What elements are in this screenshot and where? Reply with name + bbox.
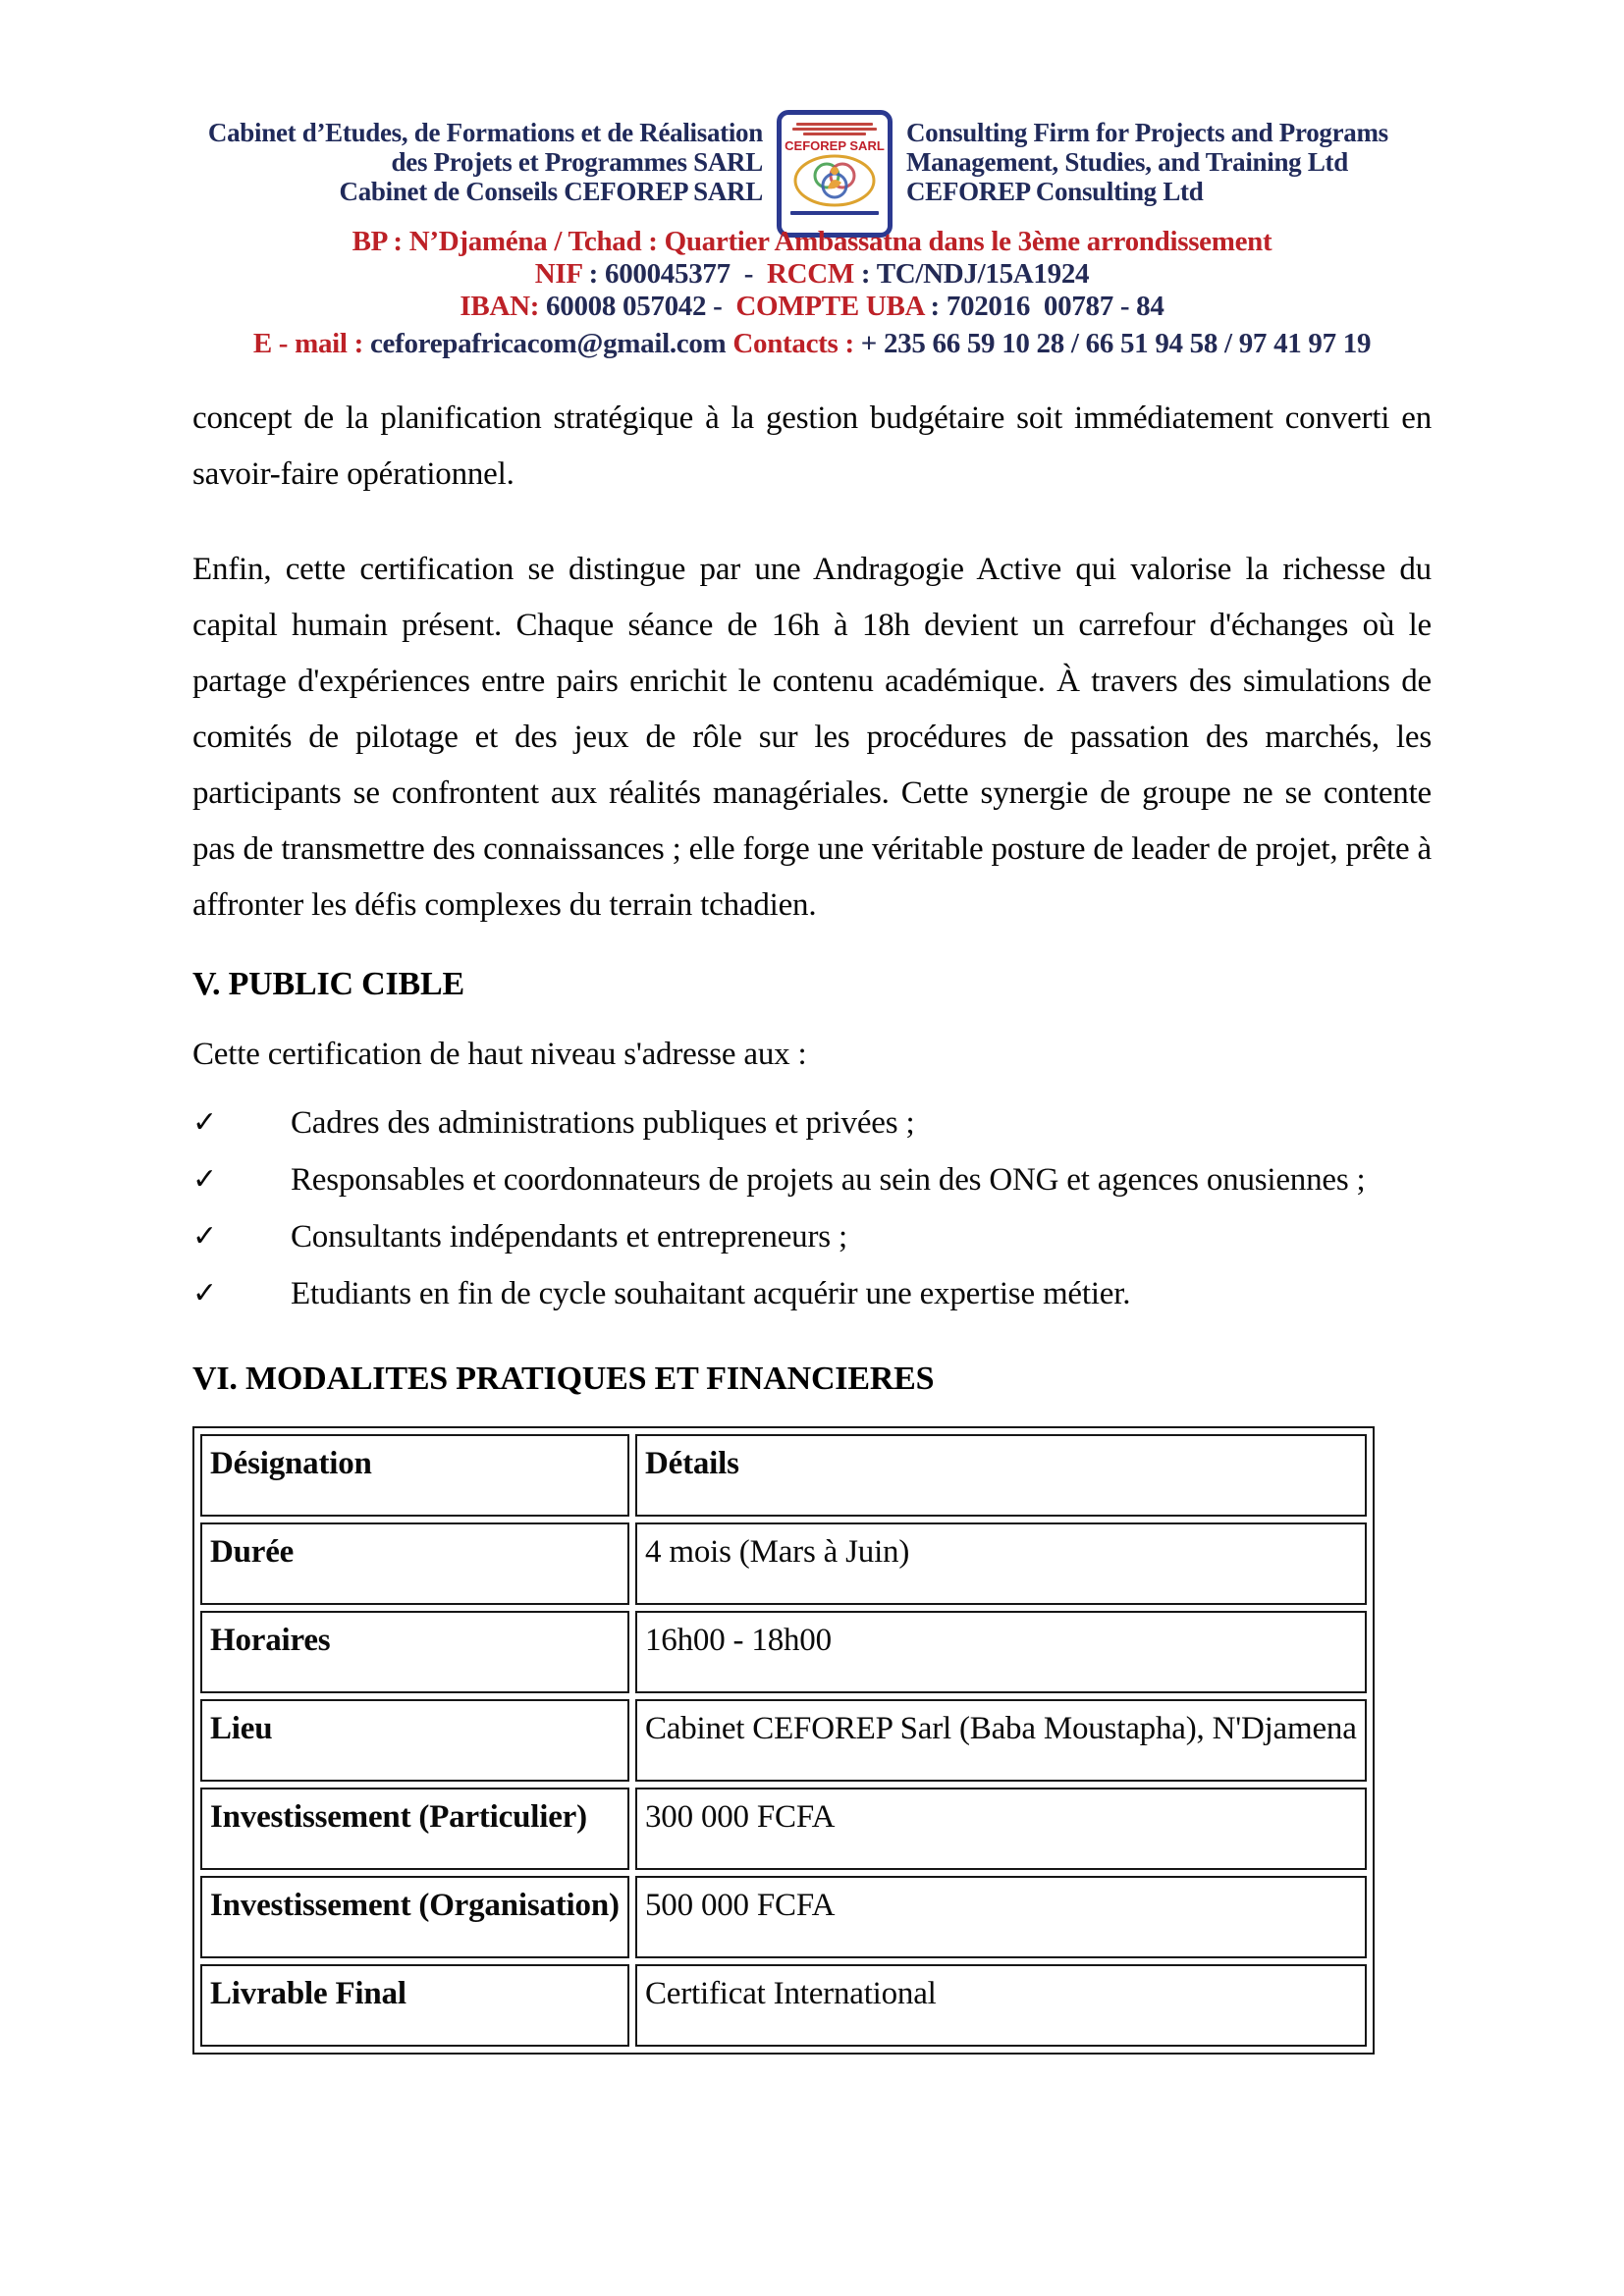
letterhead <box>192 110 1432 361</box>
table-cell-value: 500 000 FCFA <box>635 1876 1367 1958</box>
logo-title: CEFOREP SARL <box>785 138 885 153</box>
table-cell-value: 16h00 - 18h00 <box>635 1611 1367 1693</box>
email-value: ceforepafricacom@gmail.com <box>369 328 733 359</box>
address-text: BP : N’Djaména / Tchad : Quartier Ambassatna dans le 3ème arrondissement <box>352 226 1272 257</box>
list-item <box>192 1095 1432 1151</box>
table-cell-label: Investissement (Particulier) <box>200 1788 629 1870</box>
company-logo <box>777 110 893 238</box>
nif-value: : 600045377 - <box>581 258 767 290</box>
list-item-text: Consultants indépendants et entrepreneurs ; <box>291 1219 847 1255</box>
section-heading-public-cible: V. PUBLIC CIBLE <box>192 966 464 1002</box>
table-header-row <box>200 1434 1367 1517</box>
checkmark-icon: ✓ <box>192 1162 217 1197</box>
company-name-fr-line: Cabinet de Conseils CEFOREP SARL <box>339 177 763 206</box>
table-cell-label: Livrable Final <box>200 1964 629 2047</box>
table-row <box>200 1876 1367 1958</box>
table-cell-label: Investissement (Organisation) <box>200 1876 629 1958</box>
table-row <box>200 1788 1367 1870</box>
contacts-label: Contacts : <box>732 328 861 359</box>
company-name-en-line: CEFOREP Consulting Ltd <box>905 177 1204 206</box>
iban-line <box>192 291 1432 323</box>
paragraph-conclusion-savoir-faire: concept de la planification stratégique à la gestion budgétaire soit immédiatement converti en savoir-faire opérationnel. <box>192 400 1432 492</box>
paragraph-andragogie-active: Enfin, cette certification se distingue par une Andragogie Active qui valorise la richesse du capital humain présent. Chaque séance de 16h à 18h devient un carrefour d'échanges où le partage d'expériences entre pairs enrichit le contenu académique. À travers des simulations de comités de pilotage et des jeux de rôle sur les procédures de passation des marchés, les participants se confrontent aux réalités managériales. Cette synergie de groupe ne se contente pas de transmettre des connaissances ; elle forge une véritable posture de leader de projet, prête à affronter les défis complexes du terrain tchadien. <box>192 552 1432 923</box>
iban-value: 60008 057042 - <box>539 291 736 322</box>
table-cell-value: Certificat International <box>635 1964 1367 2047</box>
nif-rccm-line <box>192 258 1432 291</box>
compte-uba-value: : 702016 00787 - 84 <box>923 291 1164 322</box>
email-label: E - mail : <box>252 328 370 359</box>
table-cell-value: 300 000 FCFA <box>635 1788 1367 1870</box>
table-cell-label: Durée <box>200 1522 629 1605</box>
email-contacts-line <box>192 326 1432 361</box>
iban-label: IBAN: <box>460 291 540 322</box>
table-row <box>200 1611 1367 1693</box>
logo-fine-print-bottom <box>790 211 879 215</box>
table-row <box>200 1964 1367 2047</box>
list-item-text: Cadres des administrations publiques et privées ; <box>291 1105 915 1141</box>
rccm-label: RCCM <box>766 258 854 290</box>
checkmark-icon: ✓ <box>192 1276 217 1310</box>
public-cible-intro: Cette certification de haut niveau s'adresse aux : <box>192 1037 807 1072</box>
letterhead-contact-block <box>192 226 1432 361</box>
checkmark-icon: ✓ <box>192 1219 217 1254</box>
list-item-text: Responsables et coordonnateurs de projets au sein des ONG et agences onusiennes ; <box>291 1162 1366 1198</box>
table-header-details: Détails <box>635 1434 1367 1517</box>
contacts-value: + 235 66 59 10 28 / 66 51 94 58 / 97 41 97 19 <box>860 328 1372 359</box>
table-cell-value: 4 mois (Mars à Juin) <box>635 1522 1367 1605</box>
table-cell-label: Horaires <box>200 1611 629 1693</box>
logo-fine-print-top <box>792 128 877 131</box>
public-cible-list <box>192 1095 1432 1322</box>
logo-fine-print-top <box>796 123 873 126</box>
list-item-text: Etudiants en fin de cycle souhaitant acquérir une expertise métier. <box>291 1276 1131 1311</box>
compte-uba-label: COMPTE UBA <box>735 291 924 322</box>
list-item <box>192 1151 1432 1208</box>
list-item <box>192 1265 1432 1322</box>
document-body <box>192 391 1432 2055</box>
company-name-fr-line: des Projets et Programmes SARL <box>391 147 763 177</box>
table-row <box>200 1699 1367 1782</box>
table-cell-label: Lieu <box>200 1699 629 1782</box>
list-item <box>192 1208 1432 1265</box>
table-cell-value: Cabinet CEFOREP Sarl (Baba Moustapha), N'Djamena <box>635 1699 1367 1782</box>
company-name-en-line: Management, Studies, and Training Ltd <box>905 147 1348 177</box>
company-name-en-line: Consulting Firm for Projects and Programs <box>905 118 1388 147</box>
company-name-fr <box>163 110 763 206</box>
modalites-table <box>192 1426 1375 2055</box>
letterhead-top-row <box>163 110 1461 238</box>
rccm-value: : TC/NDJ/15A1924 <box>853 258 1090 290</box>
logo-emblem-icon <box>792 153 877 208</box>
checkmark-icon: ✓ <box>192 1105 217 1140</box>
company-name-fr-line: Cabinet d’Etudes, de Formations et de Réalisation <box>207 118 763 147</box>
section-heading-modalites: VI. MODALITES PRATIQUES ET FINANCIERES <box>192 1361 935 1397</box>
logo-fine-print-top <box>803 133 866 135</box>
table-row <box>200 1522 1367 1605</box>
table-header-designation: Désignation <box>200 1434 629 1517</box>
address-line <box>192 226 1432 258</box>
nif-label: NIF <box>534 258 582 290</box>
company-name-en <box>906 110 1461 206</box>
